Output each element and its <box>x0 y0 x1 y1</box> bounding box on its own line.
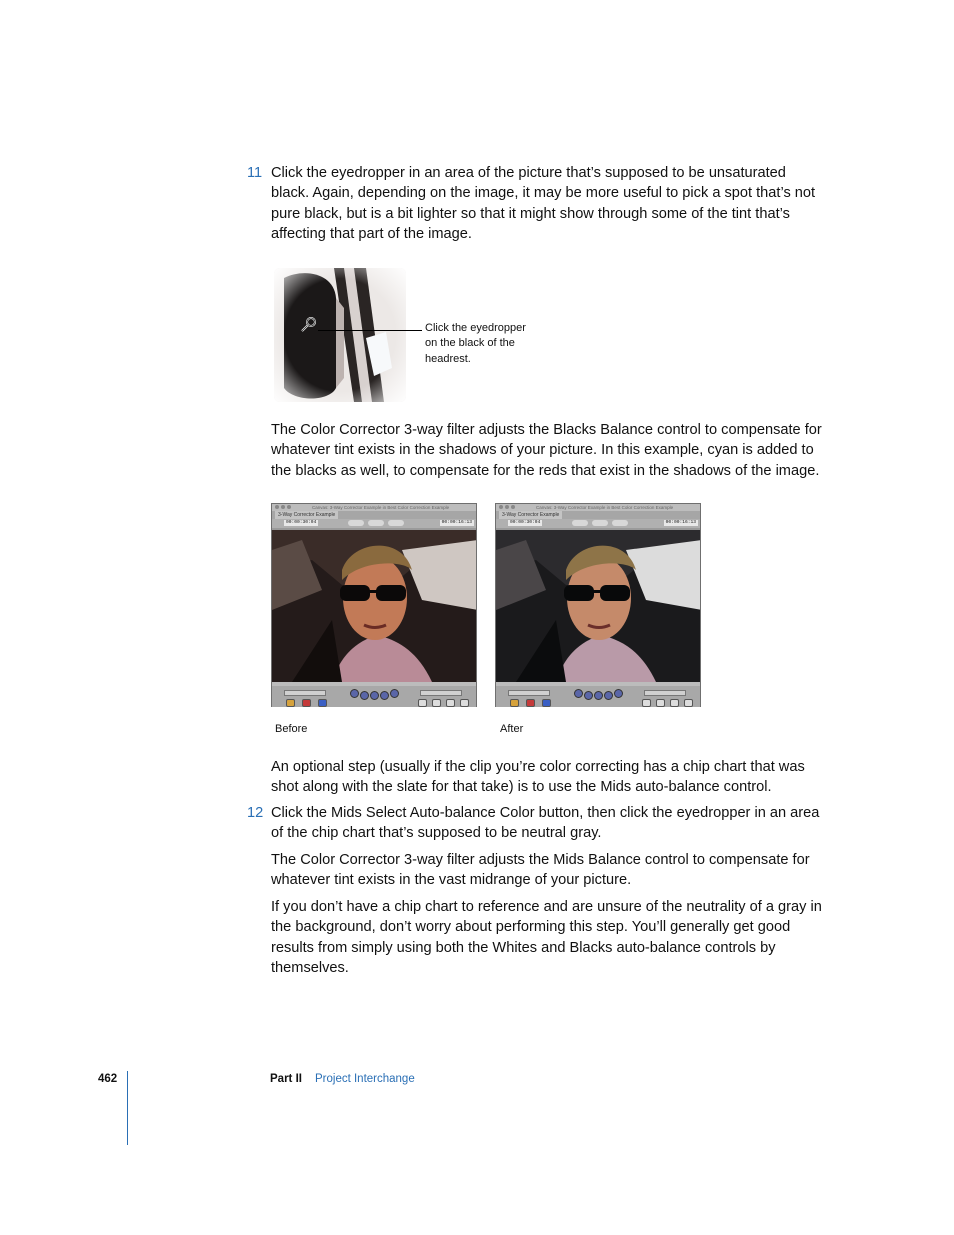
overwrite-button[interactable] <box>302 699 311 707</box>
previous-edit-button[interactable] <box>584 691 593 700</box>
sequence-tab: 3-Way Corrector Example <box>275 511 338 519</box>
step-number: 12 <box>247 805 264 821</box>
next-edit-button[interactable] <box>380 691 389 700</box>
minimize-icon <box>505 505 509 509</box>
add-marker-button[interactable] <box>460 699 469 707</box>
footer-part: Part II <box>270 1073 302 1085</box>
add-marker-button[interactable] <box>684 699 693 707</box>
mark-out-button[interactable] <box>614 689 623 698</box>
zoom-icon <box>287 505 291 509</box>
replace-button[interactable] <box>542 699 551 707</box>
mark-in-button[interactable] <box>574 689 583 698</box>
transport-controls <box>496 686 700 707</box>
window-titlebar <box>496 504 700 511</box>
shuttle-control[interactable] <box>508 690 550 696</box>
shuttle-control[interactable] <box>284 690 326 696</box>
zoom-popup <box>348 520 364 526</box>
duration-timecode: 00:00:30:04 <box>286 520 317 525</box>
callout-line <box>318 330 422 331</box>
footer-rule <box>127 1071 128 1145</box>
video-frame-after <box>496 530 700 682</box>
mark-out-button[interactable] <box>390 689 399 698</box>
after-canvas-window <box>495 503 701 707</box>
view-popup <box>368 520 384 526</box>
replace-button[interactable] <box>318 699 327 707</box>
mark-in-button[interactable] <box>350 689 359 698</box>
caption-after: After <box>500 723 524 735</box>
match-frame-button[interactable] <box>418 699 427 707</box>
add-keyframe-button[interactable] <box>446 699 455 707</box>
add-keyframe-button[interactable] <box>670 699 679 707</box>
page-number: 462 <box>98 1073 118 1085</box>
body-paragraph: If you don’t have a chip chart to reference and are unsure of the neutrality of a gray in the background, don’t worry about performing this step. You’ll generally get good results from simply using both the Whites and Blacks auto-balance controls by themselves. <box>271 899 822 976</box>
transport-controls <box>272 686 476 707</box>
minimize-icon <box>281 505 285 509</box>
jog-control[interactable] <box>420 690 462 696</box>
before-canvas-window <box>271 503 477 707</box>
play-button[interactable] <box>594 691 603 700</box>
step-number: 11 <box>247 165 263 181</box>
mark-clip-button[interactable] <box>656 699 665 707</box>
match-frame-button[interactable] <box>642 699 651 707</box>
close-icon <box>499 505 503 509</box>
sequence-tab: 3-Way Corrector Example <box>499 511 562 519</box>
insert-button[interactable] <box>510 699 519 707</box>
footer-section-link[interactable]: Project Interchange <box>315 1073 415 1085</box>
caption-before: Before <box>275 723 308 735</box>
mark-clip-button[interactable] <box>432 699 441 707</box>
body-paragraph: An optional step (usually if the clip you’re color correcting has a chip chart that was shot along with the slate for that take) is to use the Mids auto-balance control. <box>271 759 805 796</box>
close-icon <box>275 505 279 509</box>
zoom-icon <box>511 505 515 509</box>
window-title: Canvas: 3-Way Corrector Example in Best Color Correction Example <box>536 505 674 510</box>
zoom-popup <box>572 520 588 526</box>
overlay-popup <box>388 520 404 526</box>
duration-timecode: 00:00:30:04 <box>510 520 541 525</box>
overwrite-button[interactable] <box>526 699 535 707</box>
body-paragraph: The Color Corrector 3-way filter adjusts the Blacks Balance control to compensate for whatever tint exists in the shadows of your picture. In this example, cyan is added to the blacks as well, to compensate for the reds that exist in the shadows of the image. <box>271 422 822 479</box>
current-timecode: 00:00:16:13 <box>665 520 696 525</box>
window-titlebar <box>272 504 476 511</box>
jog-control[interactable] <box>644 690 686 696</box>
step-text: Click the Mids Select Auto-balance Color button, then click the eyedropper in an area of the chip chart that’s supposed to be neutral gray. <box>271 805 820 842</box>
previous-edit-button[interactable] <box>360 691 369 700</box>
window-title: Canvas: 3-Way Corrector Example in Best Color Correction Example <box>312 505 450 510</box>
step-text: Click the eyedropper in an area of the picture that’s supposed to be unsaturated black. Again, depending on the image, it may be more useful to pick a spot that’s not pure black, but is a bit lighter so that it might show through some of the tint that’s affecting that part of the image. <box>271 165 816 242</box>
next-edit-button[interactable] <box>604 691 613 700</box>
overlay-popup <box>612 520 628 526</box>
view-popup <box>592 520 608 526</box>
headrest-image <box>274 268 406 402</box>
insert-button[interactable] <box>286 699 295 707</box>
video-frame-before <box>272 530 476 682</box>
play-button[interactable] <box>370 691 379 700</box>
callout-text: Click the eyedropper on the black of the headrest. <box>425 322 526 365</box>
current-timecode: 00:00:16:13 <box>441 520 472 525</box>
eyedropper-icon <box>300 315 318 333</box>
body-paragraph: The Color Corrector 3-way filter adjusts the Mids Balance control to compensate for whatever tint exists in the vast midrange of your picture. <box>271 852 810 889</box>
